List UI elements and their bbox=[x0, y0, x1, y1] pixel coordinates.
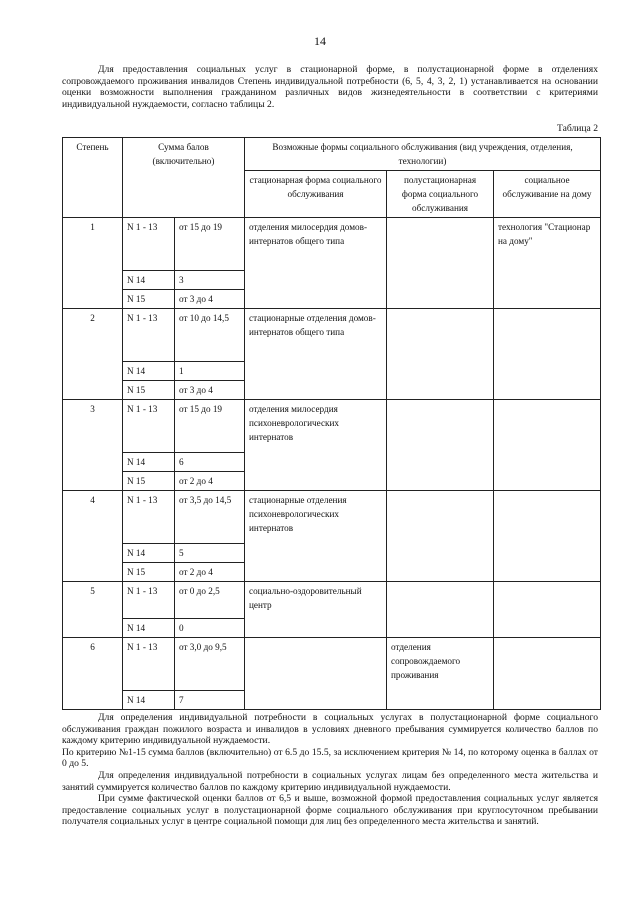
paragraph-homeless-score-text: При сумме фактической оценки баллов от 6,5 и выше, возможной формой предоставления социальных услуг является предоставление социальных услуг в полустационарной форме социального обслуживания при круглосуточном пребывании получателя социальных услуг в центре социальной помощи для лиц без определенного места жительства и занятий. bbox=[62, 793, 598, 828]
needs-table bbox=[62, 137, 601, 710]
criterion-cell: N 1 - 13 bbox=[123, 582, 175, 619]
form-home-cell bbox=[494, 638, 601, 710]
score-cell: 7 bbox=[175, 691, 245, 710]
form-semi-cell: отделения сопровождаемого проживания bbox=[387, 638, 494, 710]
form-home-cell bbox=[494, 309, 601, 400]
header-home: социальное обслуживание на дому bbox=[494, 171, 601, 218]
score-cell: 1 bbox=[175, 362, 245, 381]
degree-cell: 4 bbox=[63, 491, 123, 582]
score-cell: от 0 до 2,5 bbox=[175, 582, 245, 619]
table-row bbox=[63, 582, 601, 619]
paragraph-semistationary-text: Для определения индивидуальной потребности в социальных услугах в полустационарной форме социального обслуживания граждан пожилого возраста и инвалидов в условиях дневного пребывания суммируется количество баллов по каждому критерию индивидуальной нуждаемости. bbox=[62, 712, 598, 747]
form-semi-cell bbox=[387, 309, 494, 400]
table-row bbox=[63, 309, 601, 362]
intro-paragraph: Для предоставления социальных услуг в стационарной форме, в полустационарной форме в отделениях сопровождаемого проживания инвалидов Степень индивидуальной потребности (6, 5, 4, 3, 2, 1) устанавливается на основании оценки возможности выполнения гражданином различных видов жизнедеятельности в соответствии с критериями индивидуальной нуждаемости, согласно таблицы 2. bbox=[62, 64, 598, 110]
criterion-cell: N 1 - 13 bbox=[123, 400, 175, 453]
score-cell: от 3 до 4 bbox=[175, 290, 245, 309]
score-cell: от 3,5 до 14,5 bbox=[175, 491, 245, 544]
score-cell: 0 bbox=[175, 619, 245, 638]
paragraph-criteria-text: По критерию №1-15 сумма баллов (включительно) от 6.5 до 15.5, за исключением критерия № 14, по которому оценка в баллах от 0 до 5. bbox=[62, 746, 598, 770]
criterion-cell: N 14 bbox=[123, 453, 175, 472]
criterion-cell: N 14 bbox=[123, 691, 175, 710]
score-cell: 3 bbox=[175, 271, 245, 290]
form-home-cell: технология "Стационар на дому" bbox=[494, 218, 601, 309]
criterion-cell: N 1 - 13 bbox=[123, 638, 175, 691]
score-cell: от 2 до 4 bbox=[175, 563, 245, 582]
paragraph-homeless-text: Для определения индивидуальной потребности в социальных услугах лицам без определенного места жительства и занятий суммируется количество баллов по каждому критерию индивидуальной нуждаемости. bbox=[62, 770, 598, 793]
form-home-cell bbox=[494, 491, 601, 582]
criterion-cell: N 1 - 13 bbox=[123, 309, 175, 362]
form-stat-cell: стационарные отделения домов-интернатов общего типа bbox=[245, 309, 387, 400]
form-semi-cell bbox=[387, 218, 494, 309]
score-cell: от 3,0 до 9,5 bbox=[175, 638, 245, 691]
criterion-cell: N 15 bbox=[123, 381, 175, 400]
header-sum: Сумма балов (включительно) bbox=[123, 138, 245, 218]
paragraph-semistationary bbox=[62, 712, 598, 770]
form-semi-cell bbox=[387, 400, 494, 491]
degree-cell: 1 bbox=[63, 218, 123, 309]
degree-cell: 5 bbox=[63, 582, 123, 638]
header-semistationary: полустационарная форма социального обслуживания bbox=[387, 171, 494, 218]
score-cell: от 15 до 19 bbox=[175, 400, 245, 453]
degree-cell: 3 bbox=[63, 400, 123, 491]
form-home-cell bbox=[494, 582, 601, 638]
table-row bbox=[63, 638, 601, 691]
form-stat-cell bbox=[245, 638, 387, 710]
header-stationary: стационарная форма социального обслуживания bbox=[245, 171, 387, 218]
criterion-cell: N 1 - 13 bbox=[123, 218, 175, 271]
criterion-cell: N 15 bbox=[123, 472, 175, 491]
score-cell: от 2 до 4 bbox=[175, 472, 245, 491]
table-caption: Таблица 2 bbox=[556, 123, 598, 134]
form-stat-cell: отделения милосердия психоневрологических интернатов bbox=[245, 400, 387, 491]
score-cell: 5 bbox=[175, 544, 245, 563]
form-home-cell bbox=[494, 400, 601, 491]
table-header-row bbox=[63, 138, 601, 171]
page-number: 14 bbox=[314, 34, 326, 48]
header-degree: Степень bbox=[63, 138, 123, 218]
form-semi-cell bbox=[387, 582, 494, 638]
criterion-cell: N 14 bbox=[123, 362, 175, 381]
form-stat-cell: отделения милосердия домов-интернатов общего типа bbox=[245, 218, 387, 309]
criterion-cell: N 15 bbox=[123, 563, 175, 582]
paragraph-homeless bbox=[62, 770, 598, 828]
criterion-cell: N 14 bbox=[123, 619, 175, 638]
form-semi-cell bbox=[387, 491, 494, 582]
score-cell: от 15 до 19 bbox=[175, 218, 245, 271]
degree-cell: 6 bbox=[63, 638, 123, 710]
table-row bbox=[63, 491, 601, 544]
score-cell: от 10 до 14,5 bbox=[175, 309, 245, 362]
criterion-cell: N 14 bbox=[123, 271, 175, 290]
form-stat-cell: социально-оздоровительный центр bbox=[245, 582, 387, 638]
table-row bbox=[63, 218, 601, 271]
degree-cell: 2 bbox=[63, 309, 123, 400]
table-row bbox=[63, 400, 601, 453]
criterion-cell: N 14 bbox=[123, 544, 175, 563]
score-cell: 6 bbox=[175, 453, 245, 472]
form-stat-cell: стационарные отделения психоневрологических интернатов bbox=[245, 491, 387, 582]
header-forms: Возможные формы социального обслуживания (вид учреждения, отделения, технологии) bbox=[245, 138, 601, 171]
criterion-cell: N 15 bbox=[123, 290, 175, 309]
score-cell: от 3 до 4 bbox=[175, 381, 245, 400]
criterion-cell: N 1 - 13 bbox=[123, 491, 175, 544]
